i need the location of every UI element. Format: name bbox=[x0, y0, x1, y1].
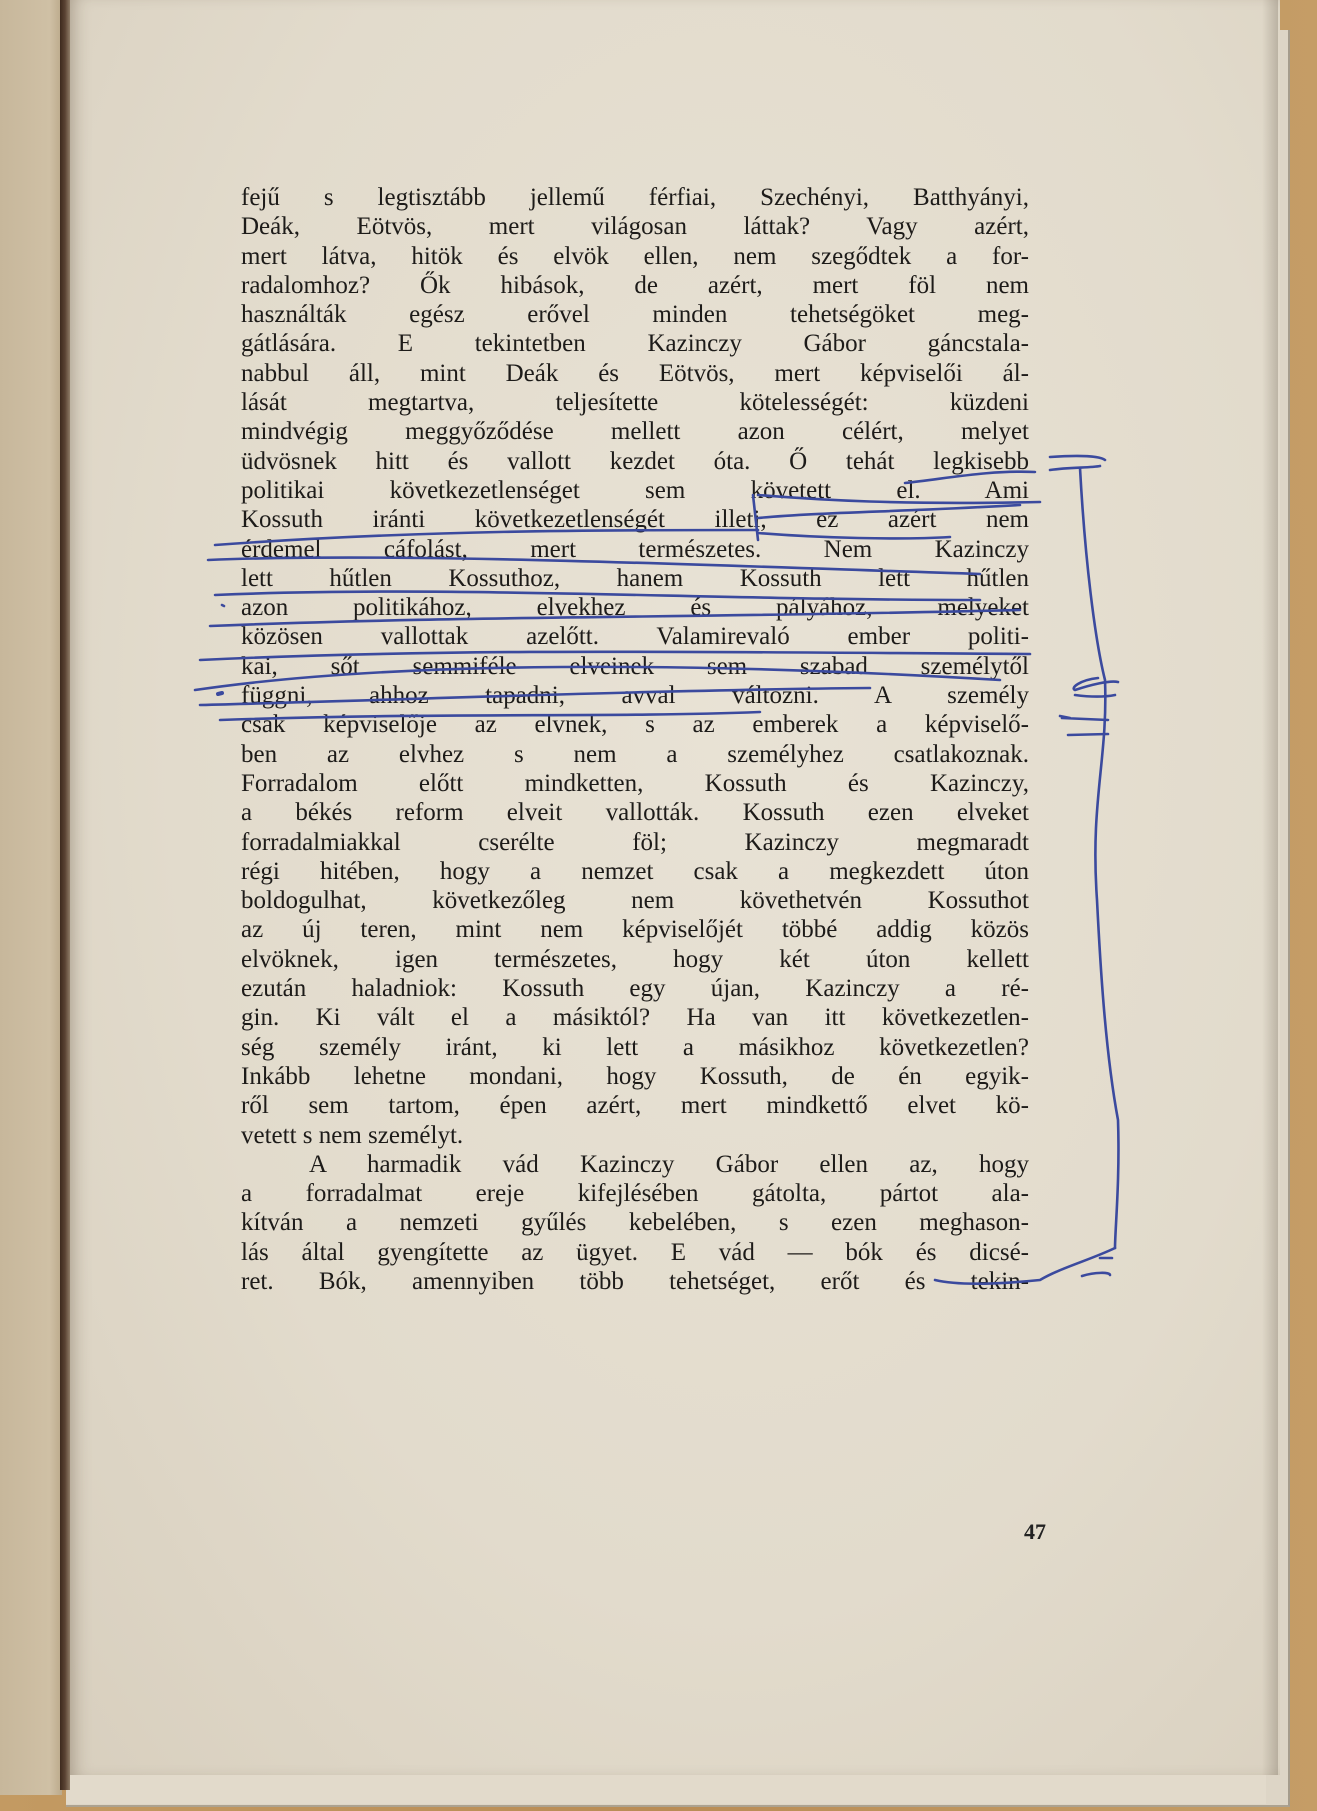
text-line: ben az elvhez s nem a személyhez csatlakoznak. bbox=[241, 740, 1029, 768]
text-line: a békés reform elveit vallották. Kossuth ezen elveket bbox=[241, 799, 1029, 827]
text-line: lás által gyengítette az ügyet. E vád — bók és dicsé- bbox=[241, 1238, 1029, 1266]
text-line: kítván a nemzeti gyűlés kebelében, s ezen meghason- bbox=[241, 1209, 1029, 1237]
book-spine bbox=[60, 0, 70, 1790]
text-line: Inkább lehetne mondani, hogy Kossuth, de én egyik- bbox=[241, 1062, 1029, 1090]
text-line: kai, sőt semmiféle elveinek sem szabad személytől bbox=[241, 652, 1029, 680]
text-line: radalomhoz? Ők hibások, de azért, mert föl nem bbox=[241, 271, 1029, 299]
text-line: ezután haladniok: Kossuth egy újan, Kazinczy a ré- bbox=[241, 975, 1029, 1003]
text-line: Deák, Eötvös, mert világosan láttak? Vagy azért, bbox=[241, 213, 1029, 241]
page-edge-shadow bbox=[1262, 0, 1278, 1775]
text-line: közösen vallottak azelőtt. Valamirevaló ember politi- bbox=[241, 623, 1029, 651]
text-line: gin. Ki vált el a másiktól? Ha van itt következetlen- bbox=[241, 1004, 1029, 1032]
text-line: A harmadik vád Kazinczy Gábor ellen az, hogy bbox=[309, 1150, 1029, 1178]
text-line: nabbul áll, mint Deák és Eötvös, mert képviselői ál- bbox=[241, 359, 1029, 387]
text-line: csak képviselője az elvnek, s az emberek a képviselő- bbox=[241, 711, 1029, 739]
facing-page-edge bbox=[0, 0, 62, 1795]
text-line: politikai következetlenséget sem követett el. Ami bbox=[241, 476, 1029, 504]
text-line: mert látva, hitök és elvök ellen, nem szegődtek a for- bbox=[241, 242, 1029, 270]
page-number: 47 bbox=[1024, 1519, 1046, 1544]
text-line: ret. Bók, amennyiben több tehetséget, erőt és tekin- bbox=[241, 1267, 1029, 1295]
text-line: gátlására. E tekintetben Kazinczy Gábor gáncstala- bbox=[241, 330, 1029, 358]
text-line: érdemel cáfolást, mert természetes. Nem Kazinczy bbox=[241, 535, 1029, 563]
text-line: elvöknek, igen természetes, hogy két úton kellett bbox=[241, 945, 1029, 973]
text-line: üdvösnek hitt és vallott kezdet óta. Ő tehát legkisebb bbox=[241, 447, 1029, 475]
page-body-text bbox=[241, 183, 1029, 1296]
text-line: mindvégig meggyőződése mellett azon célért, melyet bbox=[241, 418, 1029, 446]
text-line: ség személy iránt, ki lett a másikhoz következetlen? bbox=[241, 1033, 1029, 1061]
text-line: Forradalom előtt mindketten, Kossuth és Kazinczy, bbox=[241, 769, 1029, 797]
text-line: függni, ahhoz tapadni, avval változni. A személy bbox=[241, 682, 1029, 710]
text-line: fejű s legtisztább jellemű férfiai, Szechényi, Batthyányi, bbox=[241, 184, 1029, 211]
text-line: használták egész erővel minden tehetségöket meg- bbox=[241, 301, 1029, 329]
text-line: régi hitében, hogy a nemzet csak a megkezdett úton bbox=[241, 857, 1029, 885]
text-line: azon politikához, elvekhez és pályához, melyeket bbox=[241, 594, 1029, 622]
text-line: boldogulhat, következőleg nem követhetvén Kossuthot bbox=[241, 887, 1029, 915]
text-line: ről sem tartom, épen azért, mert mindkettő elvet kö- bbox=[241, 1092, 1029, 1120]
text-line: az új teren, mint nem képviselőjét többé addig közös bbox=[241, 916, 1029, 944]
text-line: lását megtartva, teljesítette kötelességét: küzdeni bbox=[241, 389, 1029, 417]
text-line: lett hűtlen Kossuthoz, hanem Kossuth lett hűtlen bbox=[241, 564, 1029, 592]
text-line: vetett s nem személyt. bbox=[241, 1121, 464, 1149]
text-line: Kossuth iránti következetlenségét illeti, ez azért nem bbox=[241, 506, 1029, 534]
text-line: a forradalmat ereje kifejlésében gátolta, pártot ala- bbox=[241, 1180, 1029, 1208]
text-line: forradalmiakkal cserélte föl; Kazinczy megmaradt bbox=[241, 828, 1029, 856]
